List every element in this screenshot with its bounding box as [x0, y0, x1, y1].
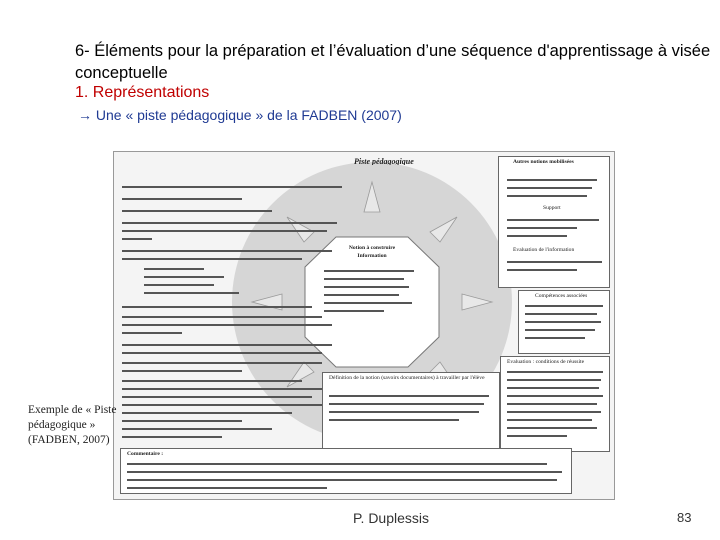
slide-subtitle: 1. Représentations [75, 84, 210, 101]
page-number: 83 [677, 510, 692, 525]
doc-right-middle-box [518, 290, 610, 354]
figure-caption: Exemple de « Piste pédagogique » (FADBEN, 2007) [28, 404, 117, 446]
doc-bottom-left-box [322, 372, 500, 452]
doc-bottom-right-box [500, 356, 610, 452]
doc-right-eval: Évaluation de l'information [513, 247, 575, 253]
doc-right-support: Support [543, 205, 561, 211]
doc-center-title: Notion à construire Information [348, 245, 396, 259]
doc-bottom-right-title: Évaluation : conditions de réussite [507, 359, 585, 365]
doc-comment-box [120, 448, 572, 494]
pedagogical-document-image [113, 151, 615, 500]
doc-right-title: Autres notions mobilisées [513, 159, 574, 165]
arrow-right-icon: → [78, 107, 92, 123]
doc-comment-title: Commentaire : [127, 451, 164, 457]
author: P. Duplessis [353, 510, 430, 526]
doc-heading: Piste pédagogique [354, 158, 414, 165]
doc-bottom-left-title: Définition de la notion (savoirs documentaires) à travailler par l'élève [329, 375, 485, 381]
arrow-line [78, 107, 402, 123]
doc-right-top-box [498, 156, 610, 288]
arrow-text: Une « piste pédagogique » de la FADBEN (2007) [95, 107, 402, 123]
doc-right-lower-title: Compétences associées [535, 293, 588, 299]
slide-title: 6- Éléments pour la préparation et l’évaluation d’une séquence d'apprentissage à visée conceptuelle [75, 42, 711, 82]
